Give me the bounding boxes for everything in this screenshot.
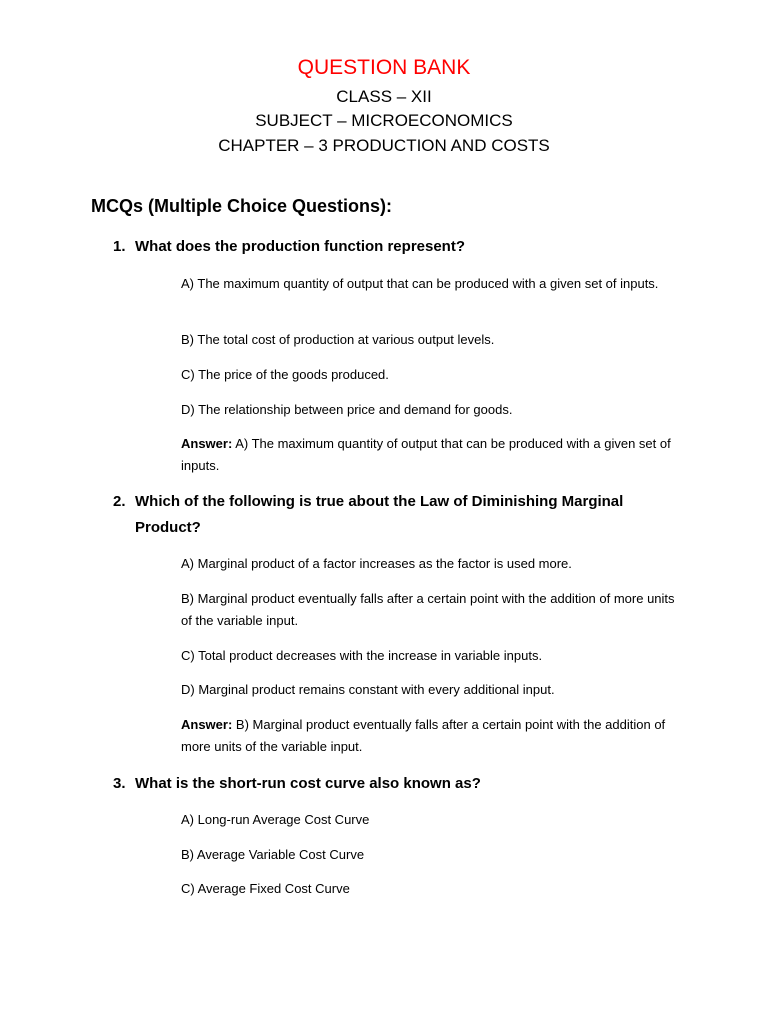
answer-label: Answer: (181, 717, 233, 732)
option-c: C) Average Fixed Cost Curve (181, 881, 350, 896)
answer-text: B) Marginal product eventually falls after a certain point with the addition of more units of the variable input. (181, 717, 666, 754)
answer-text: A) The maximum quantity of output that can be produced with a given set of inputs. (181, 436, 671, 473)
option-d: D) The relationship between price and demand for goods. (181, 402, 513, 417)
subject-line: SUBJECT – MICROECONOMICS (255, 111, 513, 130)
document-title: QUESTION BANK (297, 56, 471, 79)
option-c: C) The price of the goods produced. (181, 367, 389, 382)
question-number: 3. (113, 775, 126, 792)
section-title: MCQs (Multiple Choice Questions): (91, 196, 393, 216)
option-d: D) Marginal product remains constant with every additional input. (181, 682, 555, 697)
answer-2 (181, 714, 676, 758)
option-b: B) The total cost of production at various output levels. (181, 332, 495, 347)
option-b: B) Marginal product eventually falls after a certain point with the addition of more units of the variable input. (181, 591, 675, 628)
option-a: A) The maximum quantity of output that can be produced with a given set of inputs. (181, 276, 659, 291)
option-a: A) Marginal product of a factor increases as the factor is used more. (181, 556, 572, 571)
question-3 (113, 771, 673, 797)
question-number: 1. (113, 238, 126, 255)
question-text: What does the production function represent? (135, 238, 465, 255)
answer-label: Answer: (181, 436, 233, 451)
question-number: 2. (113, 493, 126, 510)
option-b: B) Average Variable Cost Curve (181, 847, 365, 862)
answer-1 (181, 433, 676, 477)
option-a: A) Long-run Average Cost Curve (181, 812, 370, 827)
option-c: C) Total product decreases with the increase in variable inputs. (181, 648, 543, 663)
class-line: CLASS – XII (336, 87, 432, 106)
question-1 (113, 234, 673, 260)
question-text: What is the short-run cost curve also known as? (135, 775, 481, 792)
question-text: Which of the following is true about the Law of Diminishing Marginal Product? (135, 493, 624, 536)
question-2 (113, 489, 673, 541)
chapter-line: CHAPTER – 3 PRODUCTION AND COSTS (218, 136, 550, 155)
